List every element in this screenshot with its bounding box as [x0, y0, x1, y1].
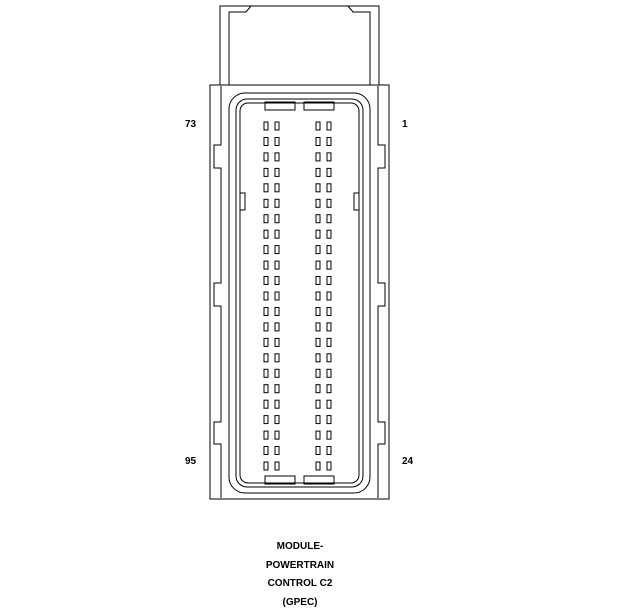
pin-cavity-array [264, 122, 331, 470]
pin-cavity [316, 447, 320, 455]
pin-cavity [316, 184, 320, 192]
pin-cavity [275, 230, 279, 238]
pin-cavity [327, 385, 331, 393]
pin-cavity [327, 431, 331, 439]
pin-cavity [327, 168, 331, 176]
pin-cavity [327, 400, 331, 408]
pin-cavity [264, 184, 268, 192]
pin-cavity [275, 400, 279, 408]
pin-cavity [316, 400, 320, 408]
pin-cavity [275, 308, 279, 316]
pin-cavity [275, 462, 279, 470]
cavity-inner-line [240, 103, 359, 483]
pin-cavity [327, 138, 331, 146]
pin-cavity [327, 122, 331, 130]
pin-cavity [316, 215, 320, 223]
pin-cavity [327, 308, 331, 316]
pin-cavity [264, 277, 268, 285]
pin-cavity [275, 199, 279, 207]
pin-label-24: 24 [402, 456, 413, 467]
pin-cavity [316, 385, 320, 393]
pin-cavity [327, 230, 331, 238]
pin-cavity [316, 277, 320, 285]
pin-cavity [264, 308, 268, 316]
pin-cavity [316, 354, 320, 362]
pin-cavity [275, 447, 279, 455]
pin-label-95: 95 [185, 456, 196, 467]
caption-line: MODULE- [200, 538, 400, 557]
pin-cavity [327, 292, 331, 300]
caption-line: CONTROL C2 [200, 575, 400, 594]
pin-cavity [275, 431, 279, 439]
connector-body [210, 85, 389, 499]
pin-cavity [264, 385, 268, 393]
pin-cavity [327, 215, 331, 223]
pin-cavity [264, 199, 268, 207]
caption-line: (GPEC) [200, 594, 400, 612]
pin-cavity [264, 292, 268, 300]
pin-cavity [264, 462, 268, 470]
pin-cavity [327, 354, 331, 362]
pin-cavity [264, 416, 268, 424]
pin-cavity [275, 338, 279, 346]
pin-cavity [264, 354, 268, 362]
pin-cavity [275, 323, 279, 331]
pin-cavity [316, 153, 320, 161]
pin-cavity [327, 323, 331, 331]
pin-cavity [327, 184, 331, 192]
pin-cavity [264, 400, 268, 408]
cavity-outer [229, 93, 370, 493]
pin-cavity [275, 246, 279, 254]
pin-cavity [316, 323, 320, 331]
connector-hood [220, 6, 379, 85]
pin-cavity [316, 369, 320, 377]
side-keys [240, 193, 359, 210]
pin-cavity [264, 369, 268, 377]
pin-cavity [316, 431, 320, 439]
pin-cavity [264, 323, 268, 331]
pin-cavity [327, 338, 331, 346]
pin-cavity [264, 153, 268, 161]
pin-cavity [316, 230, 320, 238]
pin-cavity [327, 261, 331, 269]
pin-cavity [264, 447, 268, 455]
pin-label-1: 1 [402, 119, 408, 130]
pin-cavity [316, 138, 320, 146]
pin-cavity [316, 168, 320, 176]
pin-cavity [275, 354, 279, 362]
pin-cavity [275, 277, 279, 285]
pin-cavity [275, 184, 279, 192]
pin-cavity [264, 138, 268, 146]
pin-cavity [327, 416, 331, 424]
pin-cavity [275, 292, 279, 300]
pin-cavity [275, 122, 279, 130]
pin-cavity [316, 462, 320, 470]
pin-cavity [316, 246, 320, 254]
pin-cavity [327, 153, 331, 161]
pin-cavity [327, 277, 331, 285]
pin-cavity [264, 338, 268, 346]
pin-cavity [327, 199, 331, 207]
pin-cavity [316, 122, 320, 130]
pin-cavity [275, 215, 279, 223]
pin-cavity [264, 230, 268, 238]
pin-label-73: 73 [185, 119, 196, 130]
pin-cavity [327, 369, 331, 377]
pin-cavity [275, 168, 279, 176]
pin-cavity [264, 168, 268, 176]
pin-cavity [275, 416, 279, 424]
pin-cavity [264, 431, 268, 439]
pin-cavity [316, 199, 320, 207]
pin-cavity [264, 246, 268, 254]
pin-cavity [275, 369, 279, 377]
caption-line: POWERTRAIN [200, 557, 400, 576]
pin-cavity [264, 261, 268, 269]
pin-cavity [327, 447, 331, 455]
pin-cavity [316, 308, 320, 316]
pin-cavity [327, 462, 331, 470]
connector-caption [200, 538, 400, 612]
pin-cavity [316, 261, 320, 269]
pin-cavity [264, 122, 268, 130]
pin-cavity [316, 416, 320, 424]
pin-cavity [275, 138, 279, 146]
pin-cavity [316, 292, 320, 300]
pin-cavity [327, 246, 331, 254]
pin-cavity [275, 153, 279, 161]
pin-cavity [316, 338, 320, 346]
pin-cavity [264, 215, 268, 223]
pin-cavity [275, 385, 279, 393]
cavity-inner [236, 99, 363, 487]
pin-cavity [275, 261, 279, 269]
